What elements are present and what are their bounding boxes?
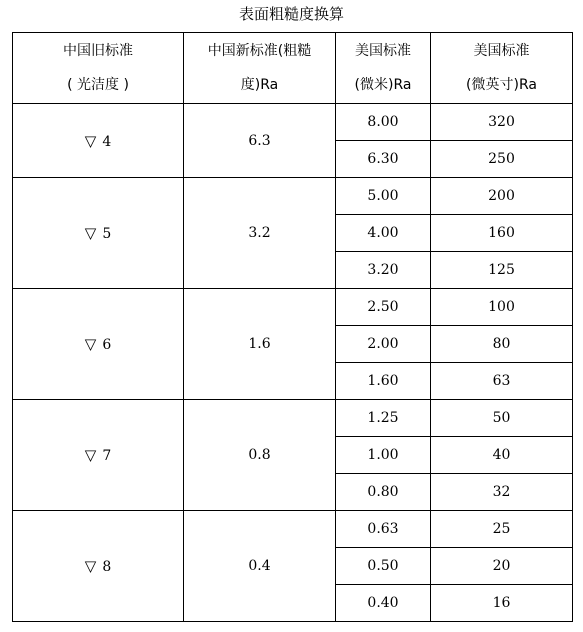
- header-us-standard-microinch: [431, 33, 573, 104]
- us-microinch-cell: 200: [431, 178, 573, 215]
- us-microinch-cell: 20: [431, 548, 573, 585]
- old-grade-value: 6: [102, 337, 112, 353]
- table-header-row: [13, 33, 573, 104]
- header-us-standard-micrometer: [336, 33, 431, 104]
- triangle-finish-icon: ▽: [84, 224, 97, 242]
- header-line: 中国新标准(粗糙: [207, 43, 312, 59]
- new-ra-cell: 6.3: [184, 104, 336, 178]
- us-microinch-cell: 16: [431, 585, 573, 622]
- old-grade-cell: [13, 511, 184, 622]
- header-line: 度)Ra: [240, 77, 279, 93]
- old-grade-cell: [13, 289, 184, 400]
- us-microinch-cell: 80: [431, 326, 573, 363]
- us-micrometer-cell: 6.30: [336, 141, 431, 178]
- old-grade-cell: [13, 400, 184, 511]
- us-microinch-cell: 125: [431, 252, 573, 289]
- header-china-new-standard: [184, 33, 336, 104]
- table-row: [13, 178, 573, 215]
- header-line: ( 光洁度 ): [67, 77, 129, 93]
- us-microinch-cell: 250: [431, 141, 573, 178]
- new-ra-cell: 0.4: [184, 511, 336, 622]
- old-grade-value: 4: [102, 133, 112, 150]
- roughness-conversion-table: [12, 32, 573, 622]
- header-line: (微英寸)Ra: [466, 77, 537, 93]
- us-micrometer-cell: 0.80: [336, 474, 431, 511]
- header-china-old-standard: [13, 33, 184, 104]
- triangle-finish-icon: ▽: [84, 131, 97, 150]
- us-microinch-cell: 160: [431, 215, 573, 252]
- triangle-finish-icon: ▽: [84, 557, 97, 575]
- new-ra-cell: 3.2: [184, 178, 336, 289]
- page-title: 表面粗糙度换算: [238, 5, 344, 23]
- header-line: 美国标准: [355, 43, 411, 59]
- header-line: 美国标准: [473, 43, 530, 59]
- table-row: [13, 104, 573, 141]
- us-microinch-cell: 100: [431, 289, 573, 326]
- old-grade-cell: [13, 104, 184, 178]
- us-micrometer-cell: 0.40: [336, 585, 431, 622]
- old-grade-value: 5: [102, 226, 112, 242]
- us-microinch-cell: 50: [431, 400, 573, 437]
- table-row: [13, 289, 573, 326]
- us-microinch-cell: 63: [431, 363, 573, 400]
- us-micrometer-cell: 1.25: [336, 400, 431, 437]
- us-microinch-cell: 25: [431, 511, 573, 548]
- us-micrometer-cell: 8.00: [336, 104, 431, 141]
- us-micrometer-cell: 2.50: [336, 289, 431, 326]
- us-micrometer-cell: 3.20: [336, 252, 431, 289]
- new-ra-cell: 0.8: [184, 400, 336, 511]
- us-micrometer-cell: 0.50: [336, 548, 431, 585]
- table-row: [13, 400, 573, 437]
- table-row: [13, 511, 573, 548]
- us-microinch-cell: 32: [431, 474, 573, 511]
- header-line: (微米)Ra: [354, 77, 412, 93]
- us-micrometer-cell: 2.00: [336, 326, 431, 363]
- header-line: 中国旧标准: [63, 43, 133, 59]
- us-micrometer-cell: 1.00: [336, 437, 431, 474]
- us-micrometer-cell: 0.63: [336, 511, 431, 548]
- us-microinch-cell: 40: [431, 437, 573, 474]
- us-micrometer-cell: 1.60: [336, 363, 431, 400]
- old-grade-value: 7: [102, 448, 112, 464]
- us-micrometer-cell: 4.00: [336, 215, 431, 252]
- us-micrometer-cell: 5.00: [336, 178, 431, 215]
- old-grade-cell: [13, 178, 184, 289]
- new-ra-cell: 1.6: [184, 289, 336, 400]
- us-microinch-cell: 320: [431, 104, 573, 141]
- old-grade-value: 8: [102, 559, 112, 575]
- triangle-finish-icon: ▽: [84, 446, 97, 464]
- triangle-finish-icon: ▽: [84, 335, 97, 353]
